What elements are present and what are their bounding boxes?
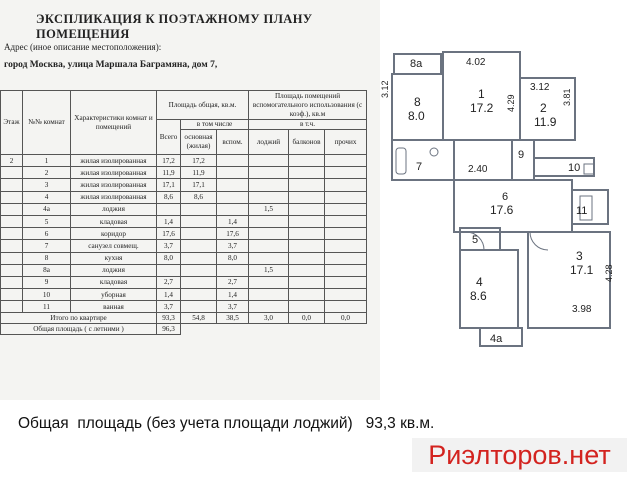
table-cell-name: жилая изолированная xyxy=(71,191,157,203)
table-cell-name: лоджия xyxy=(71,264,157,276)
table-cell-other xyxy=(325,252,367,264)
table-row xyxy=(1,301,367,313)
table-cell-aux xyxy=(217,167,249,179)
table-cell-other xyxy=(325,276,367,288)
table-cell-main xyxy=(181,215,217,227)
plan-label-11-9: 11.9 xyxy=(534,115,557,129)
table-cell-aux xyxy=(217,179,249,191)
table-row xyxy=(1,240,367,252)
totals-main: 54,8 xyxy=(181,313,217,324)
table-cell-floor xyxy=(1,215,23,227)
table-row xyxy=(1,252,367,264)
table-cell-aux: 8,0 xyxy=(217,252,249,264)
table-cell-floor xyxy=(1,301,23,313)
table-cell-aux xyxy=(217,203,249,215)
table-cell-total xyxy=(157,264,181,276)
table-cell-total: 3,7 xyxy=(157,240,181,252)
plan-label-2: 2 xyxy=(540,101,547,115)
table-cell-aux xyxy=(217,191,249,203)
header-characteristic: Характеристики комнат и помещений xyxy=(71,91,157,155)
table-cell-floor xyxy=(1,240,23,252)
totals-other: 0,0 xyxy=(325,313,367,324)
table-row xyxy=(1,228,367,240)
header-prochih: прочих xyxy=(325,130,367,155)
floor-plan xyxy=(380,40,639,360)
table-cell-total: 11,9 xyxy=(157,167,181,179)
table-cell-balcony xyxy=(289,167,325,179)
watermark-logo: Риэлторов.нет xyxy=(412,438,627,472)
plan-label-4: 4 xyxy=(476,275,483,289)
table-cell-balcony xyxy=(289,240,325,252)
plan-fixtures xyxy=(396,148,594,250)
table-cell-name: жилая изолированная xyxy=(71,179,157,191)
table-row xyxy=(1,289,367,301)
plan-label-5: 5 xyxy=(472,234,479,246)
totals-aux: 38,5 xyxy=(217,313,249,324)
header-vsego: Всего xyxy=(157,120,181,155)
table-cell-no: 11 xyxy=(23,301,71,313)
table-cell-balcony xyxy=(289,276,325,288)
table-cell-main: 8,6 xyxy=(181,191,217,203)
table-cell-no: 1 xyxy=(23,155,71,167)
table-cell-total: 1,4 xyxy=(157,215,181,227)
table-cell-total: 1,4 xyxy=(157,289,181,301)
table-cell-loggia xyxy=(249,155,289,167)
header-v-t-ch: в т.ч. xyxy=(249,120,367,130)
document-title: ЭКСПЛИКАЦИЯ К ПОЭТАЖНОМУ ПЛАНУ ПОМЕЩЕНИЯ xyxy=(36,12,313,41)
plan-label-8: 8 xyxy=(414,95,421,109)
totals-row xyxy=(1,313,367,324)
table-cell-floor xyxy=(1,276,23,288)
table-cell-name: ванная xyxy=(71,301,157,313)
header-lodzhiy: лоджий xyxy=(249,130,289,155)
total-with-loggia-label: Общая площадь ( с летними ) xyxy=(1,324,157,335)
totals-total: 93,3 xyxy=(157,313,181,324)
table-cell-no: 2 xyxy=(23,167,71,179)
table-cell-other xyxy=(325,240,367,252)
plan-label-4-29: 4.29 xyxy=(506,94,516,112)
table-cell-aux: 1,4 xyxy=(217,289,249,301)
table-cell-balcony xyxy=(289,264,325,276)
total-area-caption: Общая площадь (без учета площади лоджий) 93,3 кв.м. xyxy=(18,415,435,432)
table-cell-balcony xyxy=(289,203,325,215)
plan-label-8-0: 8.0 xyxy=(408,109,425,123)
table-cell-other xyxy=(325,203,367,215)
table-row xyxy=(1,203,367,215)
table-cell-main xyxy=(181,276,217,288)
table-cell-name: санузел совмещ. xyxy=(71,240,157,252)
plan-label-17-1: 17.1 xyxy=(570,263,594,277)
plan-label-2-40: 2.40 xyxy=(468,164,488,175)
plan-walls xyxy=(392,52,610,346)
table-cell-loggia xyxy=(249,289,289,301)
table-cell-floor xyxy=(1,252,23,264)
table-cell-balcony xyxy=(289,228,325,240)
table-cell-loggia xyxy=(249,179,289,191)
table-cell-total: 17,6 xyxy=(157,228,181,240)
table-cell-no: 4а xyxy=(23,203,71,215)
totals-balcony: 0,0 xyxy=(289,313,325,324)
table-cell-loggia xyxy=(249,228,289,240)
header-vspom: вспом. xyxy=(217,130,249,155)
table-cell-total: 8,0 xyxy=(157,252,181,264)
table-cell-loggia xyxy=(249,301,289,313)
table-cell-name: уборная xyxy=(71,289,157,301)
table-row xyxy=(1,215,367,227)
table-row xyxy=(1,167,367,179)
table-cell-main xyxy=(181,228,217,240)
table-cell-other xyxy=(325,264,367,276)
table-cell-floor xyxy=(1,191,23,203)
table-cell-no: 7 xyxy=(23,240,71,252)
table-cell-floor xyxy=(1,264,23,276)
plan-label-7: 7 xyxy=(416,161,423,173)
table-cell-name: кладовая xyxy=(71,276,157,288)
header-floor: Этаж xyxy=(1,91,23,155)
plan-label-1: 1 xyxy=(478,87,485,101)
table-cell-no: 10 xyxy=(23,289,71,301)
plan-label-10: 10 xyxy=(568,162,581,174)
table-cell-loggia xyxy=(249,167,289,179)
table-cell-no: 8 xyxy=(23,252,71,264)
table-cell-main xyxy=(181,203,217,215)
table-cell-main xyxy=(181,264,217,276)
explication-table xyxy=(0,90,367,335)
table-cell-other xyxy=(325,301,367,313)
table-cell-name: жилая изолированная xyxy=(71,155,157,167)
table-cell-name: кухня xyxy=(71,252,157,264)
total-with-loggia-row xyxy=(1,324,367,335)
header-room-no: №№ комнат xyxy=(23,91,71,155)
table-cell-other xyxy=(325,155,367,167)
plan-label-3: 3 xyxy=(576,249,583,263)
table-cell-other xyxy=(325,191,367,203)
table-cell-floor xyxy=(1,167,23,179)
table-cell-other xyxy=(325,228,367,240)
plan-label-4-28: 4.28 xyxy=(604,264,614,282)
plan-label-17-2: 17.2 xyxy=(470,101,494,115)
plan-label-9: 9 xyxy=(518,149,525,161)
table-cell-loggia xyxy=(249,191,289,203)
table-cell-aux xyxy=(217,155,249,167)
plan-label-4a: 4а xyxy=(490,333,503,345)
table-row xyxy=(1,179,367,191)
table-cell-other xyxy=(325,215,367,227)
table-cell-other xyxy=(325,179,367,191)
plan-label-3-12-a: 3.12 xyxy=(380,80,390,98)
table-cell-total: 2,7 xyxy=(157,276,181,288)
plan-label-4-02: 4.02 xyxy=(466,57,486,68)
header-v-tom-chisle: в том числе xyxy=(181,120,249,130)
table-cell-balcony xyxy=(289,252,325,264)
table-cell-main: 11,9 xyxy=(181,167,217,179)
table-cell-name: лоджия xyxy=(71,203,157,215)
table-cell-aux: 17,6 xyxy=(217,228,249,240)
table-cell-balcony xyxy=(289,289,325,301)
table-cell-main xyxy=(181,301,217,313)
table-cell-no: 4 xyxy=(23,191,71,203)
table-cell-aux: 1,4 xyxy=(217,215,249,227)
address-label: Адрес (иное описание местоположения): xyxy=(4,42,162,52)
address-value: город Москва, улица Маршала Баграмяна, дом 7, xyxy=(4,60,218,70)
plan-label-6: 6 xyxy=(502,191,509,203)
table-body xyxy=(1,155,367,313)
table-cell-aux: 3,7 xyxy=(217,301,249,313)
table-cell-aux: 2,7 xyxy=(217,276,249,288)
totals-loggia: 3,0 xyxy=(249,313,289,324)
explication-document xyxy=(0,0,380,400)
table-cell-aux: 3,7 xyxy=(217,240,249,252)
table-cell-total: 17,2 xyxy=(157,155,181,167)
table-cell-main: 17,2 xyxy=(181,155,217,167)
table-cell-balcony xyxy=(289,179,325,191)
table-cell-total xyxy=(157,203,181,215)
table-cell-main xyxy=(181,289,217,301)
table-row xyxy=(1,276,367,288)
plan-labels xyxy=(380,57,614,345)
header-total-area: Площадь общая, кв.м. xyxy=(157,91,249,120)
table-row xyxy=(1,155,367,167)
table-cell-name: кладовая xyxy=(71,215,157,227)
plan-label-8-6: 8.6 xyxy=(470,289,487,303)
table-cell-loggia xyxy=(249,215,289,227)
total-with-loggia-value: 96,3 xyxy=(157,324,181,335)
table-cell-no: 9 xyxy=(23,276,71,288)
totals-label: Итого по квартире xyxy=(1,313,157,324)
table-cell-floor xyxy=(1,289,23,301)
header-osnovnaya: основная (жилая) xyxy=(181,130,217,155)
table-cell-loggia: 1,5 xyxy=(249,203,289,215)
plan-label-3-98: 3.98 xyxy=(572,304,592,315)
table-cell-no: 6 xyxy=(23,228,71,240)
header-aux-area: Площадь помещений вспомогательного использования (с коэф.), кв.м xyxy=(249,91,367,120)
table-cell-name: жилая изолированная xyxy=(71,167,157,179)
table-cell-total: 17,1 xyxy=(157,179,181,191)
table-cell-floor xyxy=(1,203,23,215)
table-cell-main xyxy=(181,240,217,252)
table-cell-loggia xyxy=(249,240,289,252)
table-cell-main xyxy=(181,252,217,264)
table-cell-floor: 2 xyxy=(1,155,23,167)
table-cell-no: 3 xyxy=(23,179,71,191)
plan-label-3-81: 3.81 xyxy=(562,88,572,106)
table-cell-no: 8а xyxy=(23,264,71,276)
table-cell-name: коридор xyxy=(71,228,157,240)
table-cell-main: 17,1 xyxy=(181,179,217,191)
table-cell-balcony xyxy=(289,301,325,313)
table-cell-no: 5 xyxy=(23,215,71,227)
plan-label-3-12-b: 3.12 xyxy=(530,82,550,93)
table-cell-loggia: 1,5 xyxy=(249,264,289,276)
table-cell-balcony xyxy=(289,155,325,167)
table-cell-floor xyxy=(1,179,23,191)
table-cell-floor xyxy=(1,228,23,240)
plan-label-11: 11 xyxy=(576,205,588,217)
table-cell-loggia xyxy=(249,252,289,264)
table-row xyxy=(1,191,367,203)
plan-label-17-6: 17.6 xyxy=(490,203,514,217)
header-balkonov: балконов xyxy=(289,130,325,155)
table-cell-balcony xyxy=(289,215,325,227)
table-row xyxy=(1,264,367,276)
table-cell-total: 8,6 xyxy=(157,191,181,203)
table-cell-other xyxy=(325,289,367,301)
table-cell-aux xyxy=(217,264,249,276)
table-cell-balcony xyxy=(289,191,325,203)
table-cell-other xyxy=(325,167,367,179)
plan-label-8a: 8а xyxy=(410,58,423,70)
table-cell-total: 3,7 xyxy=(157,301,181,313)
table-cell-loggia xyxy=(249,276,289,288)
